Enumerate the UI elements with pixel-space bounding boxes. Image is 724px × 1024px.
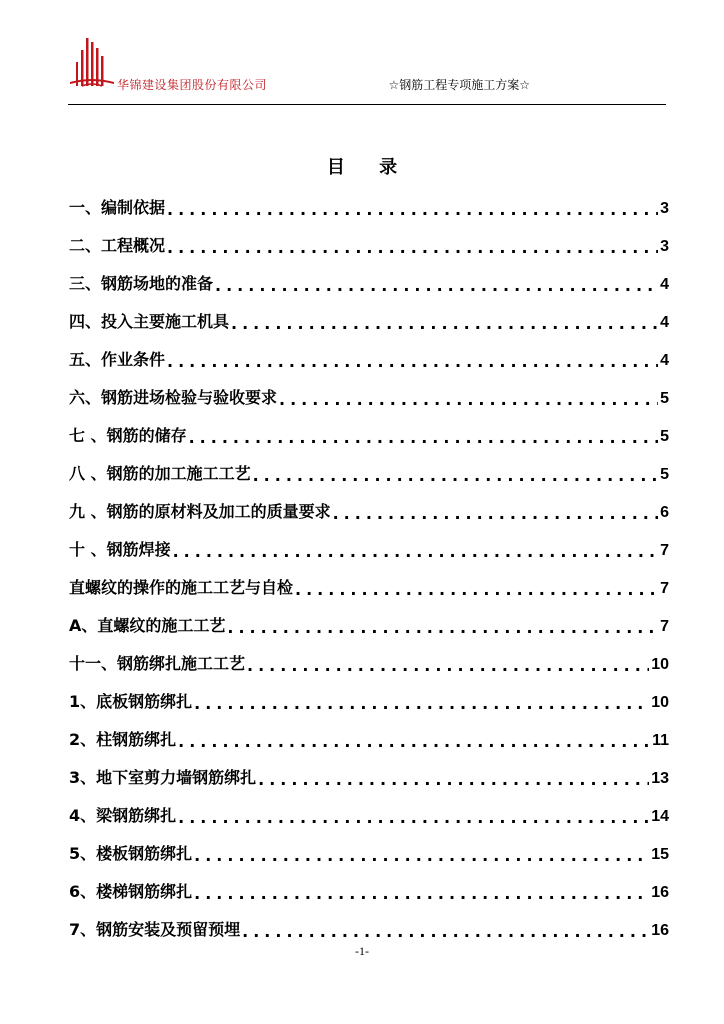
toc-entry[interactable] xyxy=(69,832,669,870)
toc-dot-leader xyxy=(194,848,649,864)
toc-dot-leader xyxy=(279,392,658,408)
toc-entry[interactable] xyxy=(69,338,669,376)
toc-entry-page: 4 xyxy=(660,314,669,331)
toc-dot-leader xyxy=(178,810,649,826)
toc-entry[interactable] xyxy=(69,718,669,756)
toc-entry-page: 16 xyxy=(651,884,669,901)
toc-dot-leader xyxy=(167,354,658,370)
toc-entry-label: 二、工程概况 xyxy=(69,236,166,255)
toc-entry-page: 7 xyxy=(660,618,669,635)
toc-entry-label: 九 、钢筋的原材料及加工的质量要求 xyxy=(69,502,331,521)
toc-dot-leader xyxy=(231,316,658,332)
toc-entry[interactable] xyxy=(69,566,669,604)
toc-entry-page: 15 xyxy=(651,846,669,863)
toc-entry-label: 直螺纹的操作的施工工艺与自检 xyxy=(69,578,294,597)
toc-entry-page: 4 xyxy=(660,276,669,293)
toc-entry[interactable] xyxy=(69,414,669,452)
toc-entry[interactable] xyxy=(69,490,669,528)
toc-entry-label: 6、楼梯钢筋绑扎 xyxy=(69,882,193,901)
toc-entry-label: 2、柱钢筋绑扎 xyxy=(69,730,177,749)
toc-entry-page: 10 xyxy=(651,656,669,673)
toc-entry-page: 4 xyxy=(660,352,669,369)
toc-entry-label: 七 、钢筋的储存 xyxy=(69,426,187,445)
company-logo-icon xyxy=(68,36,116,92)
toc-entry[interactable] xyxy=(69,604,669,642)
toc-entry-page: 13 xyxy=(651,770,669,787)
toc-entry-label: 7、钢筋安装及预留预埋 xyxy=(69,920,241,939)
toc-dot-leader xyxy=(227,620,658,636)
toc-dot-leader xyxy=(295,582,658,598)
toc-dot-leader xyxy=(258,772,649,788)
toc-entry[interactable] xyxy=(69,528,669,566)
toc-entry-label: 一、编制依据 xyxy=(69,198,166,217)
toc-entry-label: 十一、钢筋绑扎施工工艺 xyxy=(69,654,246,673)
toc-entry[interactable] xyxy=(69,224,669,262)
toc-dot-leader xyxy=(189,430,659,446)
toc-entry-label: 八 、钢筋的加工施工工艺 xyxy=(69,464,251,483)
toc-entry-page: 14 xyxy=(651,808,669,825)
toc-entry-label: 六、钢筋进场检验与验收要求 xyxy=(69,388,278,407)
toc-entry-page: 7 xyxy=(660,542,669,559)
toc-entry-label: 五、作业条件 xyxy=(69,350,166,369)
toc-dot-leader xyxy=(167,202,658,218)
toc-dot-leader xyxy=(333,506,659,522)
toc-entry[interactable] xyxy=(69,376,669,414)
toc-entry-page: 5 xyxy=(660,390,669,407)
toc-entry-label: 4、梁钢筋绑扎 xyxy=(69,806,177,825)
toc-entry[interactable] xyxy=(69,300,669,338)
document-title: ☆钢筋工程专项施工方案☆ xyxy=(388,78,530,92)
toc-entry[interactable] xyxy=(69,452,669,490)
toc-entry[interactable] xyxy=(69,756,669,794)
toc-entry-page: 3 xyxy=(660,238,669,255)
toc-entry-label: 十 、钢筋焊接 xyxy=(69,540,171,559)
toc-dot-leader xyxy=(173,544,659,560)
toc-dot-leader xyxy=(194,886,649,902)
toc-dot-leader xyxy=(215,278,658,294)
toc-entry-page: 5 xyxy=(660,466,669,483)
toc-entry[interactable] xyxy=(69,794,669,832)
page-header xyxy=(68,36,666,106)
toc-entry-label: 3、地下室剪力墙钢筋绑扎 xyxy=(69,768,257,787)
toc-entry[interactable] xyxy=(69,642,669,680)
toc-dot-leader xyxy=(194,696,649,712)
company-name: 华锦建设集团股份有限公司 xyxy=(117,78,268,92)
page-number: -1- xyxy=(355,944,369,958)
toc-entry-label: 四、投入主要施工机具 xyxy=(69,312,230,331)
toc-entry[interactable] xyxy=(69,870,669,908)
toc-entry-label: 三、钢筋场地的准备 xyxy=(69,274,214,293)
toc-entry[interactable] xyxy=(69,262,669,300)
toc-entry-page: 3 xyxy=(660,200,669,217)
toc-entry-page: 10 xyxy=(651,694,669,711)
toc-title: 目 录 xyxy=(326,157,412,178)
toc-dot-leader xyxy=(253,468,659,484)
toc-entry[interactable] xyxy=(69,908,669,946)
toc-entry-label: 5、楼板钢筋绑扎 xyxy=(69,844,193,863)
table-of-contents xyxy=(69,186,669,946)
toc-entry-page: 7 xyxy=(660,580,669,597)
toc-entry-page: 11 xyxy=(652,732,669,749)
toc-entry-page: 5 xyxy=(660,428,669,445)
toc-entry[interactable] xyxy=(69,186,669,224)
toc-entry-label: 1、底板钢筋绑扎 xyxy=(69,692,193,711)
toc-dot-leader xyxy=(167,240,658,256)
toc-entry-label: A、直螺纹的施工工艺 xyxy=(69,616,226,635)
toc-entry-page: 6 xyxy=(660,504,669,521)
toc-entry-page: 16 xyxy=(651,922,669,939)
toc-dot-leader xyxy=(242,924,649,940)
toc-dot-leader xyxy=(247,658,649,674)
toc-dot-leader xyxy=(178,734,650,750)
header-divider xyxy=(68,104,666,105)
toc-entry[interactable] xyxy=(69,680,669,718)
